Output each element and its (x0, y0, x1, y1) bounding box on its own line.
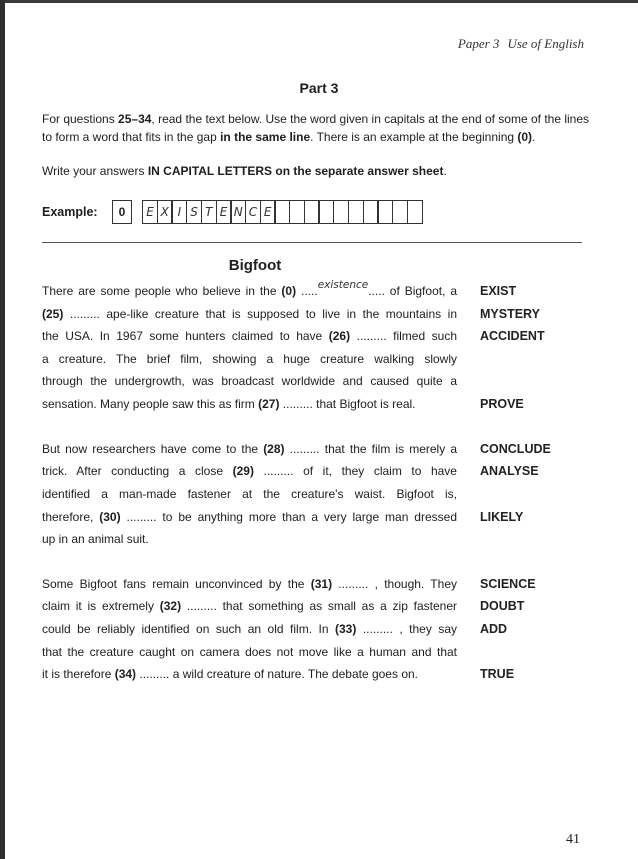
question-range: 25–34 (118, 112, 152, 126)
passage-text: ......... a wild creature of nature. The debate goes on. (136, 667, 418, 682)
passage-line (42, 483, 457, 505)
example-letter-box (318, 200, 334, 224)
instr-text: . (443, 164, 447, 178)
passage-text: ......... filmed such (350, 329, 457, 344)
example-letter-box: E (260, 200, 276, 224)
example-letter-box: N (230, 200, 246, 224)
instr-emphasis: IN CAPITAL LETTERS on the separate answer sheet (147, 164, 444, 178)
page-number: 41 (566, 832, 580, 847)
gap-number: (32) (159, 599, 182, 614)
passage-text: claim it is extremely (42, 599, 160, 614)
example-number-box: 0 (112, 200, 132, 224)
example-letter-box: E (216, 200, 232, 224)
passage-text: the USA. In 1967 some hunters claimed to have (42, 329, 329, 344)
gap-number: (34) (114, 667, 137, 682)
passage-text: through the undergrowth, was broadcast worldwide and caused quite a (42, 374, 457, 389)
instructions (42, 110, 592, 146)
gap-number: (25) (42, 306, 64, 321)
passage-text: ......... , though. They (332, 576, 457, 591)
paper-label: Paper 3 (457, 36, 500, 51)
passage-line (42, 370, 457, 392)
passage-text: But now researchers have come to the (42, 441, 264, 456)
passage-line (42, 438, 457, 460)
example-letter-box: C (245, 200, 261, 224)
stem-word: PROVE (480, 397, 524, 411)
passage-text: ......... that Bigfoot is real. (279, 397, 416, 411)
passage-text: There are some people who believe in the (42, 284, 282, 298)
passage-line (42, 325, 457, 347)
example-letter-box: I (171, 200, 187, 224)
write-instructions (42, 162, 592, 180)
passage-text: Some Bigfoot fans remain unconvinced by the (42, 576, 311, 591)
example-letter-box (377, 200, 393, 224)
passage-line (42, 663, 457, 685)
stem-word: MYSTERY (480, 306, 540, 321)
passage-text: ..... of Bigfoot, a (368, 284, 457, 298)
stem-word: EXIST (480, 284, 517, 298)
left-border (0, 0, 5, 859)
example-label: Example: (42, 205, 98, 219)
instr-text: . (532, 130, 536, 144)
instr-text: For questions (42, 112, 119, 126)
passage-text: ......... that the film is merely a (284, 441, 457, 456)
passage-line (42, 460, 457, 482)
passage-text: sensation. Many people saw this as firm (42, 397, 259, 411)
passage-line (42, 348, 457, 370)
example-answer-boxes (142, 200, 421, 224)
divider-line (42, 242, 582, 243)
gap-number: (33) (335, 622, 357, 636)
passage-text: ..... (296, 284, 318, 298)
gap-number: (26) (328, 329, 351, 344)
text-title: Bigfoot (228, 257, 282, 274)
example-letter-box: E (142, 200, 158, 224)
example-letter-box (289, 200, 305, 224)
passage-line (42, 303, 457, 325)
passage-text: identified a man-made fastener at the creature's waist. Bigfoot is, (42, 486, 457, 501)
passage-line (42, 280, 457, 302)
page-header (458, 36, 584, 52)
instr-example-ref: (0) (517, 130, 533, 144)
example-letter-box (274, 200, 290, 224)
passage-text: it is therefore (42, 667, 115, 682)
stem-word: ADD (480, 622, 508, 636)
gap-number: (29) (232, 464, 254, 479)
passage-line (42, 618, 457, 640)
gap-number: (31) (310, 576, 333, 591)
gap-number: (28) (263, 441, 285, 456)
passage-text: trick. After conducting a close (42, 464, 233, 479)
stem-word: ANALYSE (480, 464, 539, 479)
passage-text: up in an animal suit. (42, 532, 149, 547)
subject-label: Use of English (507, 36, 584, 51)
handwritten-answer: existence (317, 279, 369, 291)
instr-text: . There is an example at the beginning (310, 130, 518, 144)
passage-text: ......... of it, they claim to have (253, 464, 457, 479)
gap-number: (30) (99, 509, 121, 524)
example-letter-box (392, 200, 408, 224)
passage-text: ......... , they say (356, 622, 457, 636)
passage-text: ......... to be anything more than a very large man dressed (120, 509, 457, 524)
passage-line (42, 393, 457, 415)
example-letter-box (333, 200, 349, 224)
top-border (0, 0, 638, 3)
instr-text: Write your answers (42, 164, 148, 178)
passage-text: ......... that something as small as a zip fastener (181, 599, 457, 614)
passage-line (42, 641, 457, 663)
passage-line (42, 573, 457, 595)
stem-word: LIKELY (480, 509, 524, 524)
stem-word: ACCIDENT (480, 329, 545, 344)
example-letter-box (363, 200, 379, 224)
instr-text: , read the text below. Use the word given in capitals at the end of some of the lines to form a word that fits in the gap (42, 112, 590, 144)
passage-line (42, 528, 457, 550)
example-letter-box (348, 200, 364, 224)
passage-text: a creature. The brief film, showing a huge creature walking slowly (42, 351, 457, 366)
passage-text: therefore, (42, 509, 100, 524)
example-letter-box: S (186, 200, 202, 224)
example-letter-box (304, 200, 320, 224)
gap-number: (0) (281, 284, 297, 298)
stem-word: CONCLUDE (480, 441, 551, 456)
example-letter-box: X (157, 200, 173, 224)
part-title: Part 3 (299, 80, 339, 96)
stem-word: TRUE (480, 667, 515, 682)
passage-line (42, 506, 457, 528)
example-letter-box: T (201, 200, 217, 224)
passage-text: ......... ape-like creature that is supposed to live in the mountains in (63, 306, 457, 321)
stem-word: DOUBT (480, 599, 525, 614)
instr-emphasis: in the same line (220, 130, 311, 144)
passage-line (42, 595, 457, 617)
stem-word: SCIENCE (480, 576, 536, 591)
passage-text: could be reliably identified on such an old film. In (42, 622, 336, 636)
gap-number: (27) (258, 397, 280, 411)
example-letter-box (407, 200, 423, 224)
passage-text: that the creature caught on camera does not move like a human and that (42, 644, 457, 659)
